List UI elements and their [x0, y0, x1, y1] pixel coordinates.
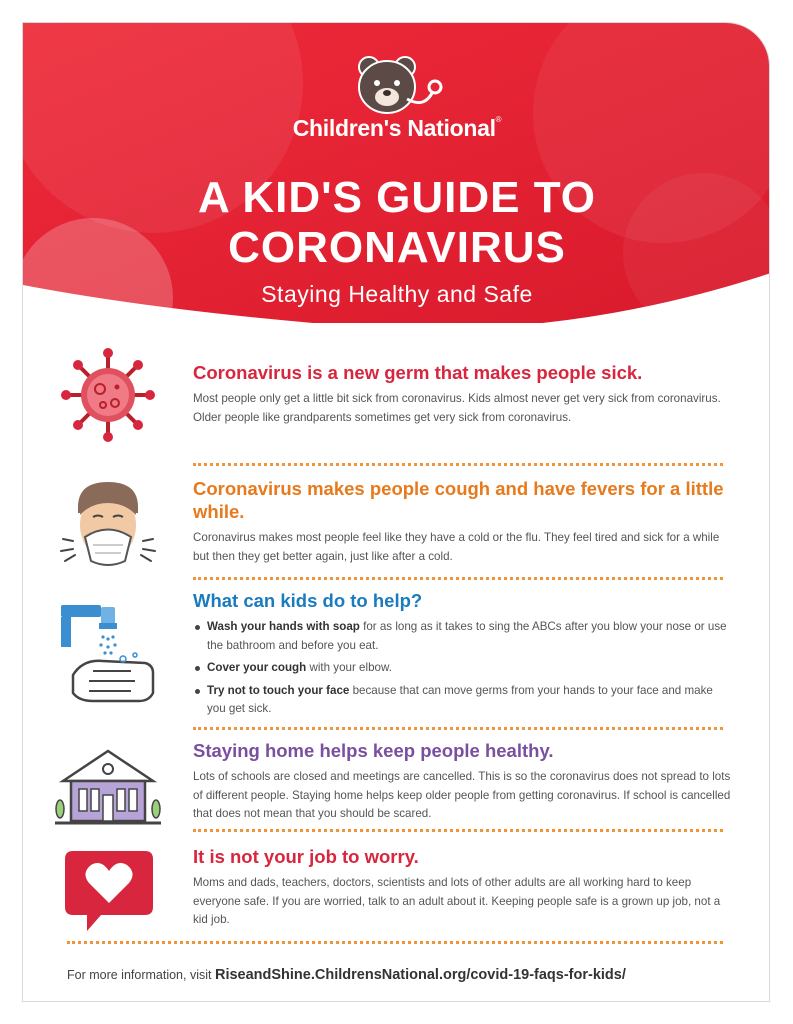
bear-stethoscope-icon — [347, 53, 447, 119]
brand-name — [23, 115, 770, 142]
dotted-divider — [193, 727, 723, 730]
tip-bold-text: Cover your cough — [207, 661, 307, 674]
footer-link[interactable]: RiseandShine.ChildrensNational.org/covid-19-faqs-for-kids/ — [214, 967, 626, 983]
title-line-2: CORONAVIRUS — [228, 223, 566, 272]
tip-text: for as long as it takes to sing the ABCs after you blow your nose or use the bathroom and before you eat. — [207, 620, 727, 652]
title-line-1: A KID'S GUIDE TO — [197, 173, 597, 222]
section-body — [193, 589, 733, 723]
section-text: Most people only get a little bit sick from coronavirus. Kids almost never get very sick from coronavirus. Older people like grandparents sometimes get very sick from coronavirus. — [193, 392, 721, 424]
tip-text: because that can move germs from your hands to your face and make you get sick. — [207, 683, 713, 715]
header-banner — [23, 23, 770, 323]
section-heading: What can kids do to help? — [193, 590, 423, 611]
page-title — [23, 173, 770, 273]
list-item — [193, 682, 733, 719]
house-icon — [53, 745, 163, 835]
brand-text: Children's National — [292, 115, 496, 141]
section-body — [193, 361, 733, 427]
brand-registered-mark: ® — [495, 115, 502, 124]
section-heading: Staying home helps keep people healthy. — [193, 740, 554, 761]
section-body — [193, 739, 733, 824]
section-heading: It is not your job to worry. — [193, 846, 419, 867]
section-text: Lots of schools are closed and meetings are cancelled. This is so the coronavirus does not spread to lots of different people. Staying home helps keep older people from getting coronavirus. If school is cancelled that does not mean that you should be scared. — [193, 770, 731, 820]
tips-list — [193, 618, 733, 719]
page-subtitle: Staying Healthy and Safe — [261, 281, 533, 307]
section-body — [193, 477, 733, 566]
dotted-divider — [193, 577, 723, 580]
cough-face-icon — [53, 477, 163, 572]
handwashing-icon — [53, 597, 163, 712]
dotted-divider — [67, 941, 723, 944]
virus-icon — [53, 345, 163, 445]
list-item — [193, 659, 733, 678]
section-heading: Coronavirus makes people cough and have fevers for a little while. — [193, 478, 724, 522]
dotted-divider — [193, 463, 723, 466]
dotted-divider — [193, 829, 723, 832]
section-body — [193, 845, 733, 930]
tip-text: with your elbow. — [306, 661, 392, 674]
section-text: Moms and dads, teachers, doctors, scientists and lots of other adults are all working hard to keep everyone safe. If you are worried, talk to an adult about it. Keeping people safe is a grown up job, not a kid job. — [193, 876, 721, 926]
tip-bold-text: Wash your hands with soap — [207, 620, 360, 633]
footer — [67, 967, 747, 983]
heart-message-icon — [53, 845, 163, 935]
section-text: Coronavirus makes most people feel like they have a cold or the flu. They feel tired and sick for a while but then they get better again, just like after a cold. — [193, 531, 720, 563]
logo — [23, 53, 770, 124]
section-heading: Coronavirus is a new germ that makes people sick. — [193, 362, 643, 383]
list-item — [193, 618, 733, 655]
footer-prefix: For more information, visit — [67, 968, 212, 982]
tip-bold-text: Try not to touch your face — [207, 683, 350, 697]
flyer-card — [22, 22, 770, 1002]
